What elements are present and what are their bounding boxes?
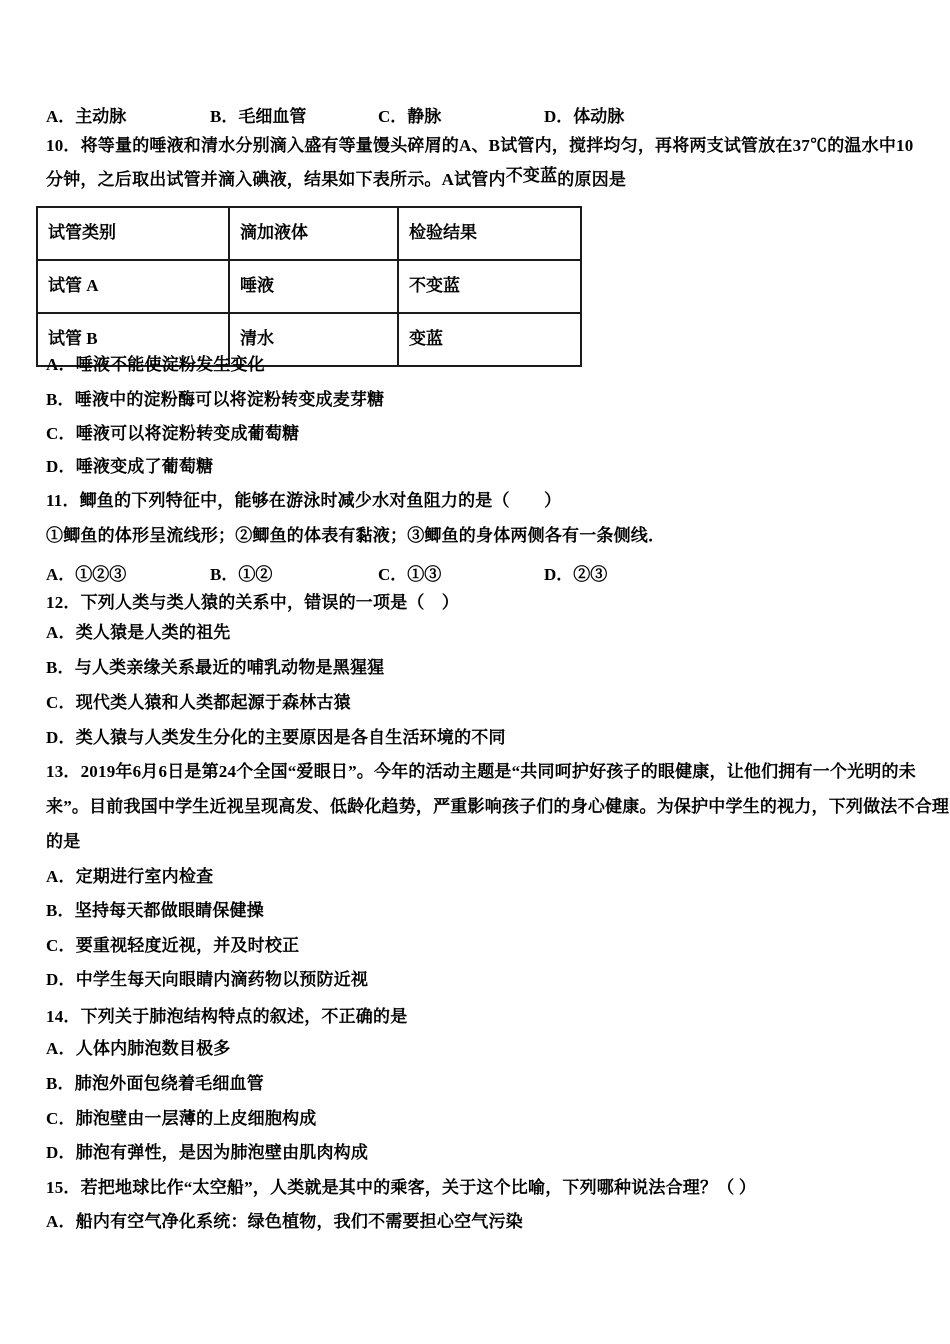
option-label: D． [46,970,76,989]
question-9-option-b [210,102,306,127]
question-14-option-b [46,1074,264,1094]
question-10-stem-line-1 [46,136,913,156]
question-10-stem-text: 将等量的唾液和清水分别滴入盛有等量馒头碎屑的A、B试管内，搅拌均匀，再将两支试管放在37℃的温水中10 [80,136,914,155]
question-11-number: 11． [46,491,80,510]
option-text: 坚持每天都做眼睛保健操 [74,901,264,920]
question-11-options-row [0,560,950,584]
option-label: C． [378,565,408,584]
question-14-option-d [46,1143,368,1163]
option-label: D． [544,107,574,126]
option-label: B． [46,1074,75,1093]
q10-table-header-test-result: 检验结果 [398,207,581,260]
q10-table-header-row [37,207,581,260]
question-9-option-d [544,102,624,127]
question-10-option-b [46,390,384,410]
question-15-stem-text: 若把地球比作“太空船”，人类就是其中的乘客，关于这个比喻，下列哪种说法合理？（ ） [80,1178,757,1197]
option-text: 与人类亲缘关系最近的哺乳动物是黑猩猩 [74,658,385,677]
option-text: 现代类人猿和人类都起源于森林古猿 [75,693,351,712]
option-label: D． [46,1143,76,1162]
question-15-option-a [46,1212,523,1232]
option-text: 唾液可以将淀粉转变成葡萄糖 [75,424,300,443]
question-11-statements-text: ①鲫鱼的体形呈流线形；②鲫鱼的体表有黏液；③鲫鱼的身体两侧各有一条侧线． [46,526,666,545]
option-label: C． [46,424,76,443]
q10-table-cell-saliva: 唾液 [229,260,398,313]
option-text: 肺泡壁由一层薄的上皮细胞构成 [75,1109,317,1128]
question-13-stem-text: 的是 [46,832,81,851]
question-13-stem-text: 来”。目前我国中学生近视呈现高发、低龄化趋势，严重影响孩子们的身心健康。为保护中学生的视力，下列做法不合理 [46,797,950,816]
option-text: ①②③ [75,565,127,584]
question-11-statements [46,526,665,546]
question-13-option-d [46,970,368,990]
question-13-stem-line-3 [46,832,80,852]
q10-table-cell-water: 清水 [229,313,398,366]
option-text: 定期进行室内检查 [75,867,214,886]
question-13-option-b [46,901,264,921]
option-label: D． [544,565,574,584]
question-11-option-a [46,560,126,585]
question-12-stem [46,593,459,613]
option-text: 静脉 [407,107,442,126]
question-14-stem [46,1007,407,1027]
option-text: 肺泡外面包绕着毛细血管 [74,1074,264,1093]
question-14-option-c [46,1109,317,1129]
q10-table-cell-not-blue: 不变蓝 [398,260,581,313]
question-11-stem [46,491,561,511]
question-15-number: 15． [46,1178,81,1197]
question-9-option-a [46,102,126,127]
option-text: ①② [238,565,273,584]
question-12-option-d [46,728,506,748]
question-13-stem-line-2 [46,797,949,817]
option-text: 人体内肺泡数目极多 [75,1039,231,1058]
option-text: 唾液中的淀粉酶可以将淀粉转变成麦芽糖 [74,390,385,409]
option-label: B． [210,107,239,126]
option-label: D． [46,457,76,476]
option-label: A． [46,565,76,584]
option-label: C． [46,1109,76,1128]
option-text: 体动脉 [573,107,625,126]
question-10-stem-text: 分钟，之后取出试管并滴入碘液，结果如下表所示。A试管内 [46,170,506,189]
option-label: B． [46,658,75,677]
question-12-option-b [46,658,384,678]
option-text: 唾液不能使淀粉发生变化 [75,355,265,374]
q10-result-table [36,206,582,367]
question-11-option-c [378,560,441,585]
question-10-highlight-not-blue: 不变蓝 [505,166,558,185]
question-12-option-a [46,623,231,643]
question-11-option-b [210,560,272,585]
option-text: 毛细血管 [238,107,307,126]
option-label: C． [46,693,76,712]
question-12-number: 12． [46,593,81,612]
option-label: A． [46,1039,76,1058]
question-11-stem-text: 鲫鱼的下列特征中，能够在游泳时减少水对鱼阻力的是（ ） [79,491,562,510]
q10-table-cell-tube-b: 试管 B [37,313,229,366]
option-text: ①③ [407,565,442,584]
question-12-stem-text: 下列人类与类人猿的关系中，错误的一项是（ ） [80,593,460,612]
q10-table-cell-tube-a: 试管 A [37,260,229,313]
question-14-option-a [46,1039,231,1059]
option-text: 类人猿是人类的祖先 [75,623,231,642]
question-10-option-d [46,457,213,477]
option-text: 主动脉 [75,107,127,126]
question-14-stem-text: 下列关于肺泡结构特点的叙述，不正确的是 [80,1007,408,1026]
question-11-option-d [544,560,607,585]
option-label: C． [46,936,76,955]
option-label: A． [46,107,76,126]
option-label: B． [46,390,75,409]
q10-table-cell-blue: 变蓝 [398,313,581,366]
question-12-option-c [46,693,351,713]
option-text: 中学生每天向眼睛内滴药物以预防近视 [75,970,369,989]
option-label: B． [46,901,75,920]
option-label: B． [210,565,239,584]
question-10-option-a [46,355,265,375]
question-10-number: 10． [46,136,81,155]
question-10-option-c [46,424,299,444]
question-13-stem-line-1 [46,762,916,782]
question-13-option-c [46,936,299,956]
q10-table-row-a [37,260,581,313]
option-text: 要重视轻度近视，并及时校正 [75,936,300,955]
option-label: A． [46,623,76,642]
q10-table-header-tube-type: 试管类别 [37,207,229,260]
question-13-stem-text: 2019年6月6日是第24个全国“爱眼日”。今年的活动主题是“共同呵护好孩子的眼健康，让他们拥有一个光明的未 [80,762,916,781]
question-13-number: 13． [46,762,81,781]
question-13-option-a [46,867,213,887]
question-14-number: 14． [46,1007,81,1026]
option-label: C． [378,107,408,126]
option-label: A． [46,1212,76,1231]
question-9-option-c [378,102,441,127]
option-label: A． [46,867,76,886]
option-text: ②③ [573,565,608,584]
option-text: 类人猿与人类发生分化的主要原因是各自生活环境的不同 [75,728,506,747]
question-9-options-row [0,102,950,126]
option-text: 船内有空气净化系统：绿色植物，我们不需要担心空气污染 [75,1212,523,1231]
option-text: 肺泡有弹性，是因为肺泡壁由肌肉构成 [75,1143,369,1162]
option-label: D． [46,728,76,747]
q10-table-header-added-liquid: 滴加液体 [229,207,398,260]
question-15-stem [46,1178,756,1198]
question-10-stem-text: 的原因是 [557,170,627,189]
option-label: A． [46,355,76,374]
question-10-stem-line-2 [46,166,627,190]
option-text: 唾液变成了葡萄糖 [75,457,214,476]
